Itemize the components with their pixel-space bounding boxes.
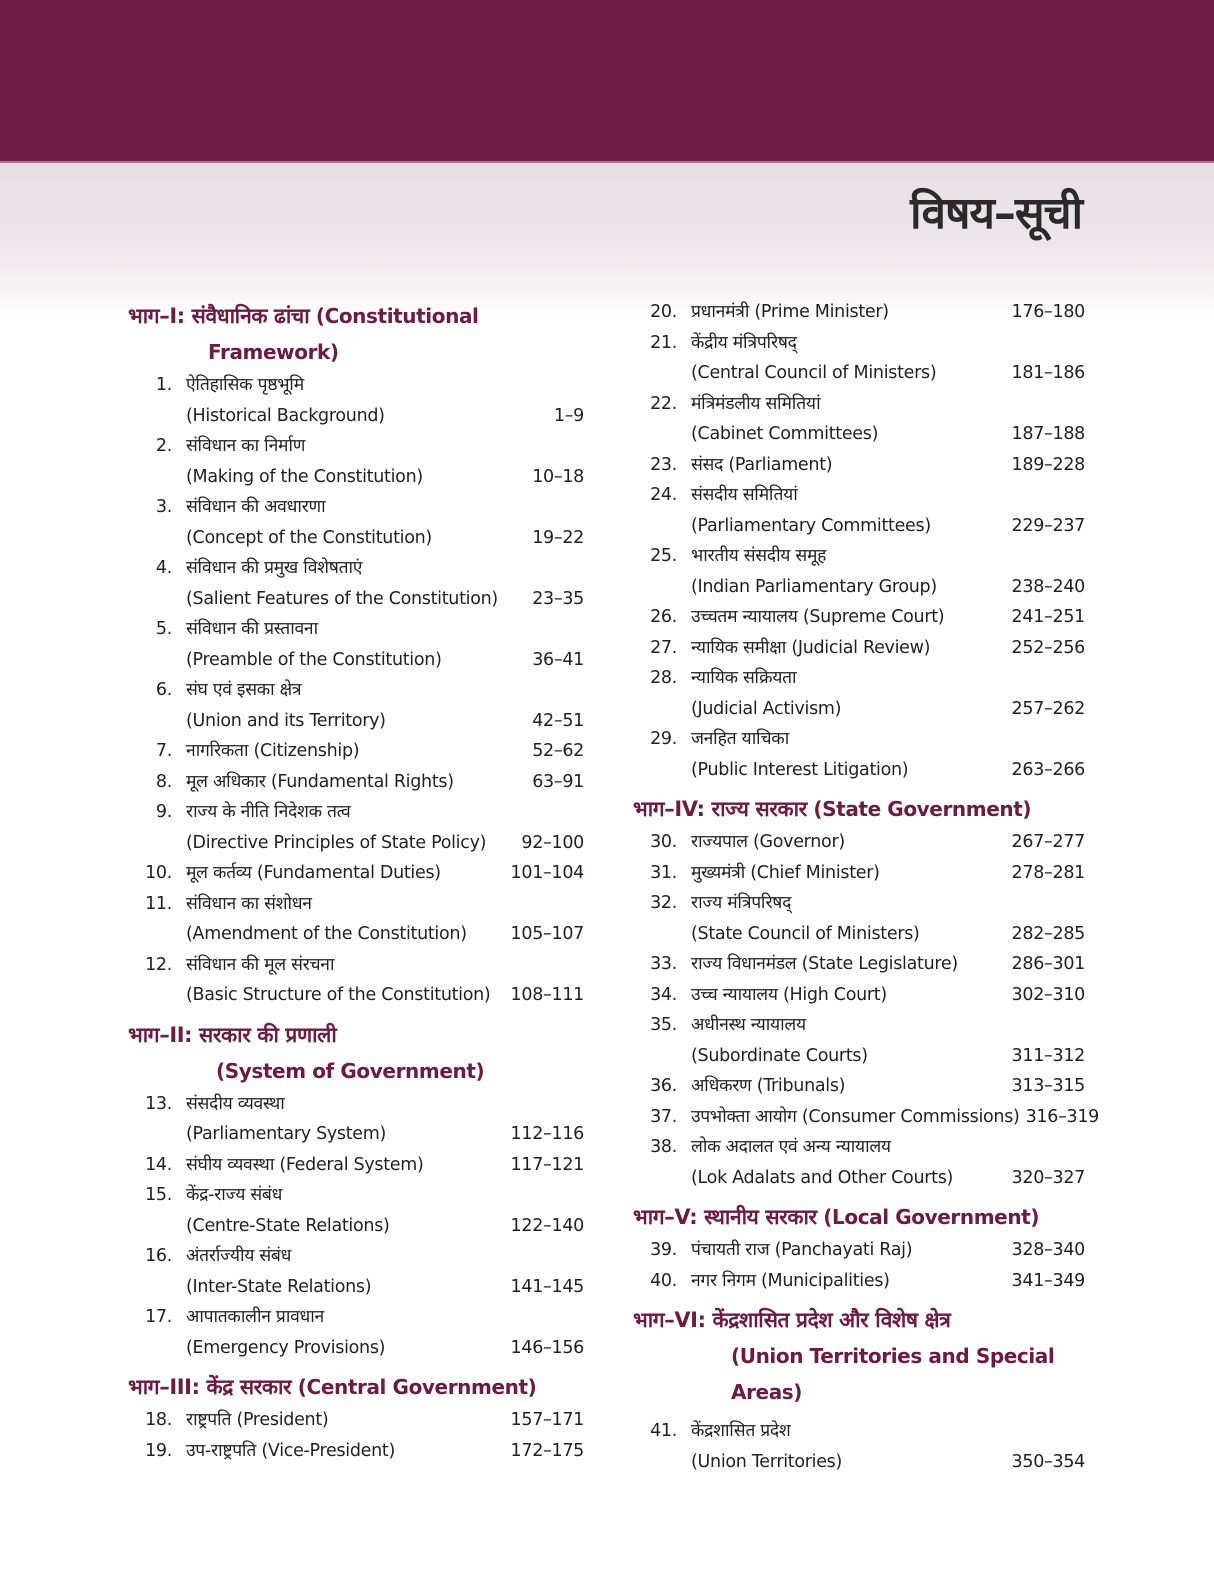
entry-title-english: (Lok Adalats and Other Courts) [691, 1167, 954, 1188]
toc-entry[interactable] [633, 297, 1085, 328]
entry-title-hindi: संसदीय समितियां [691, 485, 798, 505]
entry-title-english: (Public Interest Litigation) [691, 759, 909, 780]
toc-entry[interactable] [128, 675, 584, 736]
toc-entry[interactable] [633, 480, 1085, 541]
toc-entry[interactable] [128, 553, 584, 614]
entry-pages: 316–319 [1025, 1106, 1100, 1127]
entry-number: 31. [650, 862, 677, 883]
entry-title-hindi: आपातकालीन प्रावधान [186, 1307, 324, 1327]
entry-number: 14. [145, 1154, 172, 1175]
entry-number: 40. [650, 1270, 677, 1291]
entry-title-hindi: संविधान की अवधारणा [186, 497, 326, 517]
entry-pages: 341–349 [1011, 1270, 1085, 1291]
entry-number: 24. [650, 485, 677, 505]
entry-title-hindi: राज्यपाल [691, 832, 748, 852]
toc-left-column [128, 298, 584, 1466]
entry-title-hindi: संसदीय व्यवस्था [186, 1093, 285, 1114]
toc-entry[interactable] [633, 858, 1085, 889]
entry-number: 5. [155, 619, 172, 639]
entry-number: 36. [650, 1076, 677, 1096]
entry-number: 34. [650, 984, 677, 1005]
entry-title-english: (Parliament) [728, 454, 833, 475]
entry-pages: 36–41 [532, 649, 584, 670]
entry-title-english: (Centre-State Relations) [186, 1215, 390, 1236]
entry-title-hindi: उच्च न्यायालय [691, 984, 778, 1005]
entry-title-english: (Prime Minister) [754, 302, 889, 322]
entry-title-hindi: केंद्रीय मंत्रिपरिषद् [691, 332, 797, 353]
entry-title-hindi: नगर निगम [691, 1270, 756, 1291]
entry-pages: 42–51 [532, 710, 584, 731]
entry-pages: 101–104 [510, 863, 584, 883]
entry-title-hindi: जनहित याचिका [691, 729, 789, 749]
entry-number: 33. [650, 954, 677, 974]
header-band [0, 0, 1214, 161]
entry-pages: 241–251 [1011, 607, 1085, 627]
entry-title-hindi: संविधान की प्रमुख विशेषताएं [186, 558, 363, 578]
entry-title-english: (Fundamental Rights) [270, 771, 454, 792]
entry-title-english: (Inter-State Relations) [186, 1276, 372, 1297]
entry-title-hindi: केंद्रशासित प्रदेश [691, 1421, 791, 1441]
entry-number: 6. [155, 680, 172, 700]
entry-pages: 23–35 [532, 588, 584, 609]
entry-pages: 350–354 [1011, 1451, 1085, 1472]
toc-entry[interactable] [128, 1405, 584, 1436]
toc-entry[interactable] [128, 614, 584, 675]
entry-pages: 189–228 [1011, 454, 1085, 475]
entry-title-hindi: मुख्यमंत्री [691, 862, 746, 883]
entry-pages: 181–186 [1011, 363, 1085, 383]
entry-pages: 10–18 [532, 466, 584, 487]
toc-entry[interactable] [128, 1302, 584, 1363]
entry-number: 13. [145, 1093, 172, 1114]
entry-number: 9. [155, 802, 172, 822]
entry-number: 28. [650, 668, 677, 688]
entry-title-english: (Amendment of the Constitution) [186, 924, 467, 944]
toc-entry[interactable] [633, 328, 1085, 389]
entry-pages: 157–171 [510, 1410, 584, 1430]
entry-title-hindi: अंतर्राज्यीय संबंध [186, 1246, 292, 1266]
entry-pages: 112–116 [510, 1124, 584, 1144]
entry-title-english: (Making of the Constitution) [186, 466, 423, 487]
entry-title-hindi: राज्य विधानमंडल [691, 954, 797, 974]
entry-title-english: (Salient Features of the Constitution) [186, 588, 498, 609]
entry-number: 16. [145, 1246, 172, 1266]
entry-title-hindi: अधीनस्थ न्यायालय [691, 1015, 806, 1035]
entry-number: 8. [155, 771, 172, 792]
entry-pages: 267–277 [1011, 832, 1085, 852]
entry-number: 15. [145, 1185, 172, 1205]
entry-number: 26. [650, 607, 677, 627]
entry-number: 41. [650, 1421, 677, 1441]
toc-entry[interactable] [633, 663, 1085, 724]
entry-pages: 187–188 [1011, 424, 1085, 444]
entry-pages: 141–145 [510, 1276, 584, 1297]
entry-number: 10. [145, 863, 172, 883]
entry-number: 18. [145, 1410, 172, 1430]
toc-entry[interactable] [633, 724, 1085, 785]
entry-pages: 282–285 [1011, 923, 1085, 944]
entry-pages: 172–175 [510, 1440, 584, 1461]
entry-title-english: (Directive Principles of State Policy) [186, 832, 487, 853]
entry-pages: 311–312 [1011, 1045, 1085, 1066]
entry-title-hindi: संविधान का निर्माण [186, 436, 306, 456]
entry-title-english: (Fundamental Duties) [256, 863, 441, 883]
entry-title-english: (Chief Minister) [750, 862, 880, 883]
entry-title-english: (Union Territories) [691, 1451, 843, 1472]
toc-entry[interactable] [128, 858, 584, 889]
entry-pages: 1–9 [553, 405, 584, 426]
entry-title-hindi: नागरिकता [186, 741, 249, 761]
entry-number: 17. [145, 1307, 172, 1327]
entry-number: 19. [145, 1440, 172, 1461]
entry-title-english: (State Council of Ministers) [691, 923, 920, 944]
toc-entry[interactable] [128, 1241, 584, 1302]
entry-pages: 105–107 [510, 924, 584, 944]
entry-pages: 320–327 [1011, 1167, 1085, 1188]
toc-entry[interactable] [128, 889, 584, 950]
entry-title-hindi: संविधान की मूल संरचना [186, 954, 335, 975]
toc-entry[interactable] [633, 1102, 1100, 1133]
entry-number: 2. [155, 436, 172, 456]
entry-number: 32. [650, 893, 677, 913]
entry-title-hindi: केंद्र-राज्य संबंध [186, 1185, 283, 1205]
part-heading: भाग–IV: राज्य सरकार (State Government) [633, 797, 1032, 821]
entry-pages: 257–262 [1011, 698, 1085, 719]
entry-title-english: (Parliamentary Committees) [691, 515, 931, 536]
toc-entry[interactable] [633, 949, 1085, 980]
entry-pages: 108–111 [510, 985, 584, 1005]
entry-title-english: (Vice-President) [261, 1440, 396, 1461]
entry-title-hindi: संविधान की प्रस्तावना [186, 619, 318, 639]
entry-number: 3. [155, 497, 172, 517]
entry-pages: 122–140 [510, 1215, 584, 1236]
part-heading: भाग–VI: केंद्रशासित प्रदेश और विशेष क्षेत्र (Union Territories and Special Areas) [633, 1308, 1055, 1404]
toc-list [633, 827, 1100, 1193]
entry-title-hindi: राज्य के नीति निदेशक तत्व [186, 802, 351, 822]
page-title: विषय–सूची [910, 188, 1082, 239]
toc-list [128, 1405, 584, 1466]
toc-entry[interactable] [633, 1266, 1085, 1297]
entry-title-hindi: मंत्रिमंडलीय समितियां [691, 393, 821, 414]
entry-title-hindi: अधिकरण [691, 1076, 752, 1096]
entry-number: 38. [650, 1137, 677, 1157]
entry-title-hindi: पंचायती राज [691, 1240, 770, 1260]
toc-entry[interactable] [633, 633, 1085, 664]
toc-entry[interactable] [633, 980, 1085, 1011]
entry-pages: 302–310 [1011, 984, 1085, 1005]
entry-title-hindi: राष्ट्रपति [186, 1410, 232, 1430]
entry-title-english: (Parliamentary System) [186, 1124, 387, 1144]
entry-title-english: (Cabinet Committees) [691, 424, 879, 444]
entry-pages: 146–156 [510, 1337, 584, 1358]
toc-entry[interactable] [128, 492, 584, 553]
entry-number: 22. [650, 393, 677, 414]
toc-entry[interactable] [128, 431, 584, 492]
toc-entry[interactable] [128, 1180, 584, 1241]
entry-number: 7. [155, 741, 172, 761]
entry-title-hindi: लोक अदालत एवं अन्य न्यायालय [691, 1137, 891, 1157]
entry-title-hindi: संसद [691, 454, 724, 475]
toc-list [633, 297, 1085, 785]
toc-list [128, 370, 584, 1011]
entry-title-english: (Central Council of Ministers) [691, 363, 937, 383]
entry-title-english: (Supreme Court) [802, 607, 945, 627]
part-heading: भाग–V: स्थानीय सरकार (Local Government) [633, 1205, 1040, 1229]
toc-entry[interactable] [128, 1150, 584, 1181]
entry-title-english: (Preamble of the Constitution) [186, 649, 442, 670]
part-heading: भाग–II: सरकार की प्रणाली (System of Government) [128, 1022, 485, 1083]
entry-title-hindi: उच्चतम न्यायालय [691, 607, 798, 627]
entry-title-hindi: भारतीय संसदीय समूह [691, 546, 827, 566]
toc-entry[interactable] [633, 888, 1085, 949]
entry-title-english: (Subordinate Courts) [691, 1045, 868, 1066]
entry-pages: 328–340 [1011, 1240, 1085, 1260]
toc-entry[interactable] [633, 827, 1085, 858]
entry-title-english: (Concept of the Constitution) [186, 527, 432, 548]
entry-title-hindi: उप-राष्ट्रपति [186, 1440, 257, 1461]
toc-entry[interactable] [128, 1089, 584, 1150]
toc-entry[interactable] [128, 950, 584, 1011]
entry-title-english: (Municipalities) [761, 1270, 890, 1291]
entry-title-hindi: मूल अधिकार [186, 771, 266, 792]
entry-number: 23. [650, 454, 677, 475]
toc-entry[interactable] [633, 389, 1085, 450]
entry-title-english: (Citizenship) [253, 741, 360, 761]
entry-pages: 176–180 [1011, 302, 1085, 322]
entry-title-english: (Judicial Review) [791, 637, 931, 658]
entry-title-hindi: न्यायिक समीक्षा [691, 637, 787, 658]
entry-pages: 52–62 [532, 741, 584, 761]
entry-title-hindi: प्रधानमंत्री [691, 302, 750, 322]
entry-title-hindi: उपभोक्ता आयोग [691, 1106, 797, 1127]
entry-number: 21. [650, 332, 677, 353]
entry-number: 1. [155, 375, 172, 395]
entry-pages: 252–256 [1011, 637, 1085, 658]
entry-title-english: (Consumer Commissions) [801, 1106, 1020, 1127]
entry-title-english: (Historical Background) [186, 405, 385, 426]
entry-title-hindi: न्यायिक सक्रियता [691, 668, 797, 688]
toc-list [633, 1416, 1085, 1477]
entry-title-english: (Panchayati Raj) [774, 1240, 913, 1260]
entry-number: 11. [145, 893, 172, 914]
entry-number: 29. [650, 729, 677, 749]
toc-entry[interactable] [633, 1132, 1085, 1193]
toc-entry[interactable] [633, 1416, 1085, 1477]
toc-entry[interactable] [633, 1235, 1085, 1266]
entry-number: 20. [650, 302, 677, 322]
entry-pages: 92–100 [521, 832, 584, 853]
entry-title-hindi: राज्य मंत्रिपरिषद् [691, 893, 792, 913]
entry-title-english: (High Court) [782, 984, 887, 1005]
entry-title-hindi: संविधान का संशोधन [186, 893, 312, 914]
entry-title-english: (Emergency Provisions) [186, 1337, 386, 1358]
entry-pages: 238–240 [1011, 576, 1085, 597]
entry-title-english: (State Legislature) [801, 954, 958, 974]
entry-pages: 313–315 [1011, 1076, 1085, 1096]
entry-number: 12. [145, 954, 172, 975]
entry-title-english: (Basic Structure of the Constitution) [186, 985, 491, 1005]
entry-title-hindi: मूल कर्तव्य [186, 863, 252, 883]
entry-title-english: (Judicial Activism) [691, 698, 842, 719]
entry-pages: 19–22 [532, 527, 584, 548]
toc-entry[interactable] [633, 1010, 1085, 1071]
entry-number: 39. [650, 1240, 677, 1260]
entry-number: 25. [650, 546, 677, 566]
entry-number: 30. [650, 832, 677, 852]
entry-title-english: (Federal System) [279, 1154, 424, 1175]
entry-title-english: (Indian Parliamentary Group) [691, 576, 937, 597]
entry-pages: 286–301 [1011, 954, 1085, 974]
part-heading: भाग–III: केंद्र सरकार (Central Government) [128, 1375, 537, 1399]
toc-list [128, 1089, 584, 1364]
entry-title-hindi: संघीय व्यवस्था [186, 1154, 275, 1175]
entry-title-english: (Union and its Territory) [186, 710, 386, 731]
entry-number: 37. [650, 1106, 677, 1127]
entry-pages: 63–91 [532, 771, 584, 792]
entry-title-hindi: ऐतिहासिक पृष्ठभूमि [186, 375, 304, 395]
toc-list [633, 1235, 1085, 1296]
toc-entry[interactable] [128, 370, 584, 431]
entry-number: 35. [650, 1015, 677, 1035]
entry-title-english: (President) [236, 1410, 329, 1430]
entry-title-english: (Governor) [752, 832, 845, 852]
entry-title-hindi: संघ एवं इसका क्षेत्र [186, 680, 302, 700]
toc-entry[interactable] [128, 797, 584, 858]
entry-number: 4. [155, 558, 172, 578]
toc-entry[interactable] [128, 1436, 584, 1467]
toc-entry[interactable] [128, 736, 584, 767]
entry-pages: 278–281 [1011, 862, 1085, 883]
toc-right-column [633, 297, 1100, 1477]
toc-entry[interactable] [633, 602, 1085, 633]
toc-entry[interactable] [128, 767, 584, 798]
toc-entry[interactable] [633, 1071, 1085, 1102]
toc-entry[interactable] [633, 541, 1085, 602]
entry-title-english: (Tribunals) [756, 1076, 846, 1096]
entry-pages: 263–266 [1011, 759, 1085, 780]
entry-pages: 229–237 [1011, 515, 1085, 536]
entry-number: 27. [650, 637, 677, 658]
toc-entry[interactable] [633, 450, 1085, 481]
part-heading: भाग–I: संवैधानिक ढांचा (Constitutional Framework) [128, 304, 479, 364]
entry-pages: 117–121 [510, 1154, 584, 1175]
